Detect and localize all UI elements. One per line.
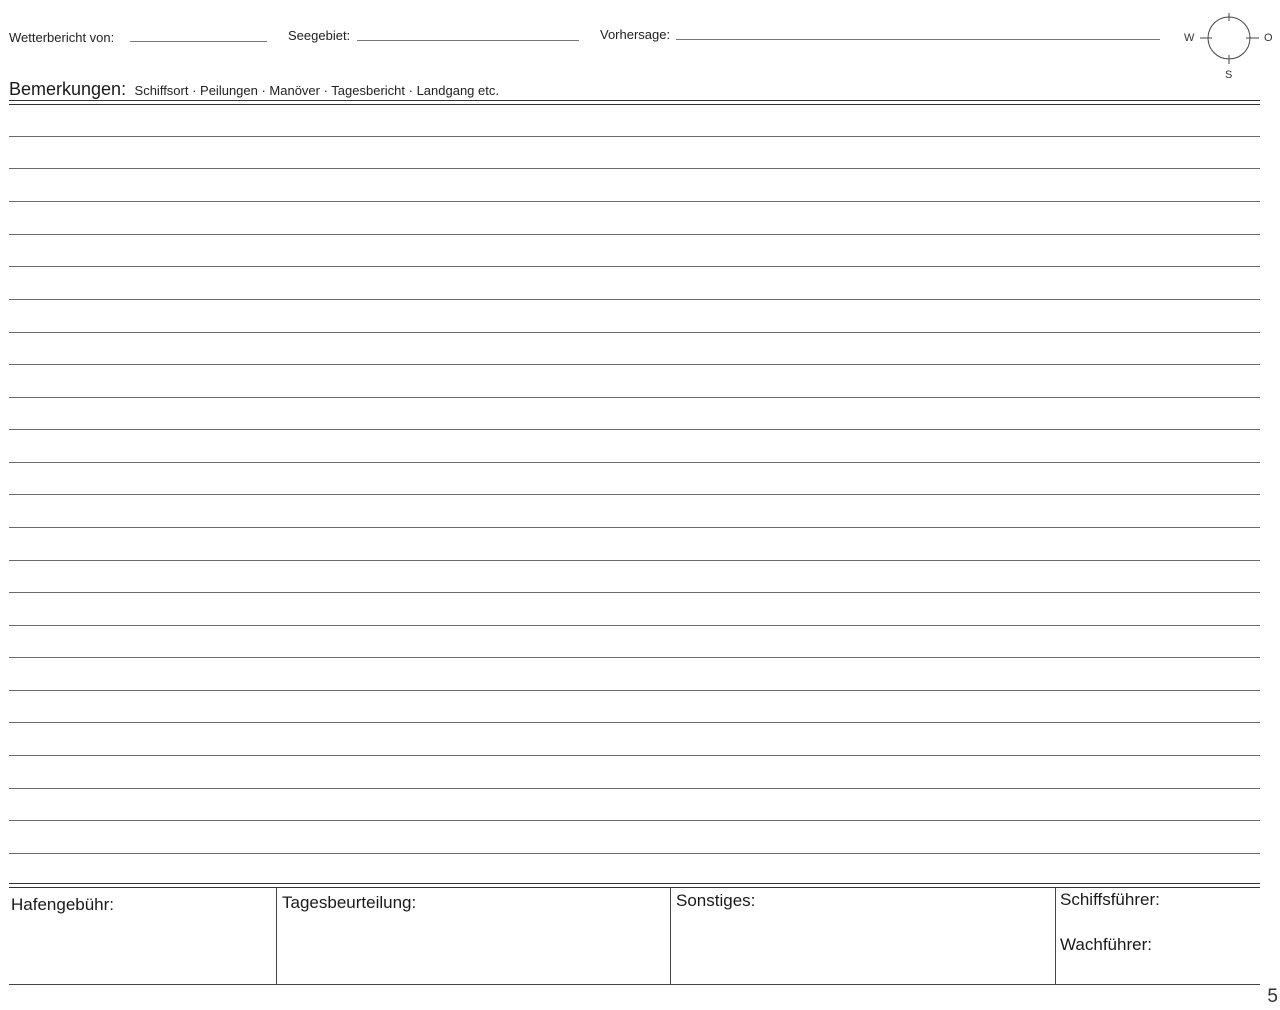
- footer-bottom-rule: [9, 984, 1260, 985]
- writing-line[interactable]: [9, 136, 1260, 137]
- writing-line[interactable]: [9, 527, 1260, 528]
- writing-line[interactable]: [9, 168, 1260, 169]
- remarks-title: Bemerkungen:: [9, 79, 127, 99]
- footer-top-rule: [9, 883, 1260, 888]
- writing-line[interactable]: [9, 755, 1260, 756]
- day-rating-label: Tagesbeurteilung:: [282, 893, 417, 912]
- weather-report-label: Wetterbericht von:: [9, 30, 115, 45]
- writing-line[interactable]: [9, 853, 1260, 854]
- skipper-label: Schiffsführer:: [1060, 890, 1160, 909]
- forecast-label: Vorhersage:: [600, 27, 671, 42]
- writing-line[interactable]: [9, 560, 1260, 561]
- writing-line[interactable]: [9, 299, 1260, 300]
- writing-line[interactable]: [9, 494, 1260, 495]
- writing-line[interactable]: [9, 364, 1260, 365]
- writing-line[interactable]: [9, 429, 1260, 430]
- writing-line[interactable]: [9, 462, 1260, 463]
- writing-line[interactable]: [9, 201, 1260, 202]
- sea-area-field[interactable]: [357, 40, 579, 41]
- writing-line[interactable]: [9, 722, 1260, 723]
- compass-rose-icon: [1180, 10, 1280, 85]
- weather-report-field[interactable]: [130, 41, 267, 42]
- watch-leader-label: Wachführer:: [1060, 935, 1152, 954]
- writing-line[interactable]: [9, 332, 1260, 333]
- writing-line[interactable]: [9, 266, 1260, 267]
- writing-line[interactable]: [9, 657, 1260, 658]
- compass-east-label: O: [1264, 32, 1273, 44]
- other-label: Sonstiges:: [676, 891, 756, 910]
- compass-west-label: W: [1184, 32, 1195, 44]
- writing-line[interactable]: [9, 690, 1260, 691]
- footer-divider: [670, 888, 671, 984]
- forecast-field[interactable]: [676, 39, 1160, 40]
- page-number: 5: [1267, 986, 1278, 1007]
- writing-line[interactable]: [9, 788, 1260, 789]
- footer-divider: [1055, 888, 1056, 984]
- writing-line[interactable]: [9, 625, 1260, 626]
- footer-divider: [276, 888, 277, 984]
- remarks-top-rule: [9, 100, 1260, 105]
- writing-line[interactable]: [9, 820, 1260, 821]
- remarks-subtitle: Schiffsort · Peilungen · Manöver · Tagesbericht · Landgang etc.: [134, 83, 499, 98]
- writing-line[interactable]: [9, 397, 1260, 398]
- writing-line[interactable]: [9, 592, 1260, 593]
- harbor-fee-label: Hafengebühr:: [11, 895, 115, 914]
- remarks-heading: [9, 78, 499, 102]
- sea-area-label: Seegebiet:: [288, 28, 351, 43]
- compass-south-label: S: [1225, 69, 1233, 81]
- writing-line[interactable]: [9, 234, 1260, 235]
